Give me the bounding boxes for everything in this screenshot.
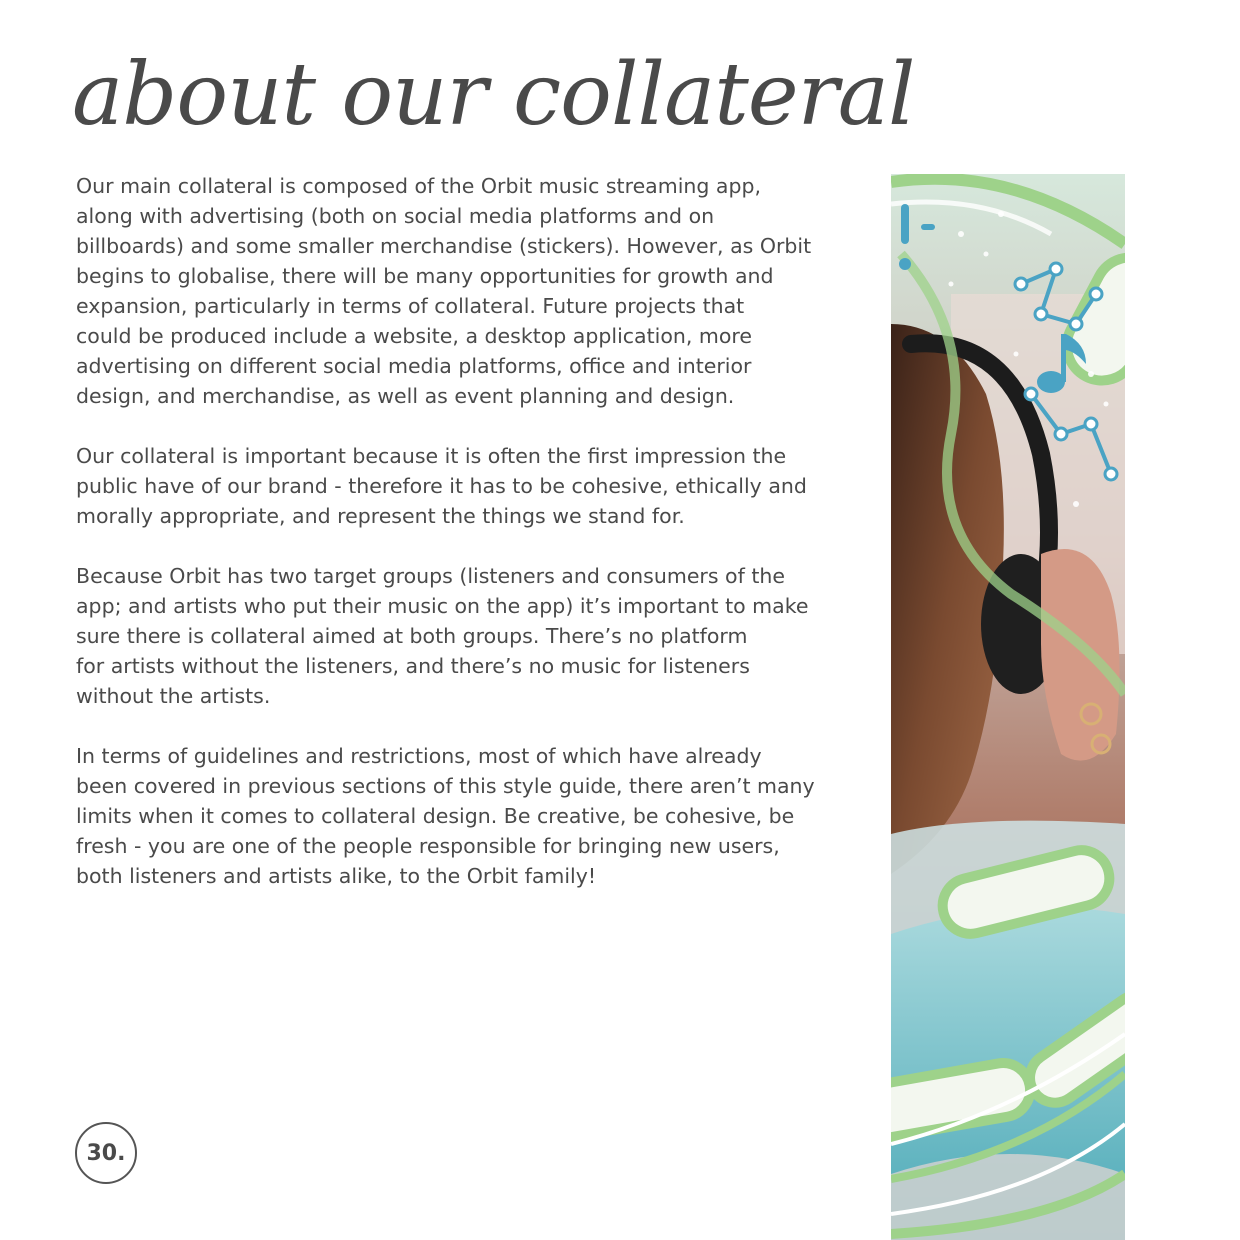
paragraph-intro: Our main collateral is composed of the Orbit music streaming app, along with advertising (both on social media platforms and on billboards) and some smaller merchandise (stickers). However, as Orbit begins to globalise, there will be many opportunities for growth and expansion, particularly in terms of collateral. Future projects that could be produced include a website, a desktop application, more advertising on different social media platforms, office and interior design, and merchandise, as well as event planning and design. (76, 174, 812, 408)
body-text (76, 171, 866, 921)
paragraph-target-groups: Because Orbit has two target groups (listeners and consumers of the app; and artists who put their music on the app) it’s important to make sure there is collateral aimed at both groups. There’s no platform for artists without the listeners, and there’s no music for listeners without the artists. (76, 564, 809, 708)
paragraph-guidelines: In terms of guidelines and restrictions, most of which have already been covered in previous sections of this style guide, there aren’t many limits when it comes to collateral design. Be creative, be cohesive, be fresh - you are one of the people responsible for bringing new users, both listeners and artists alike, to the Orbit family! (76, 744, 815, 888)
side-photo-collage (891, 174, 1125, 1240)
page-number: 30. (86, 1140, 126, 1166)
page-number-badge (75, 1122, 137, 1184)
page-title: about our collateral (72, 45, 915, 145)
paragraph-importance: Our collateral is important because it is often the first impression the public have of our brand - therefore it has to be cohesive, ethically and morally appropriate, and represent the things we stand for. (76, 444, 807, 528)
collage-artwork (891, 174, 1125, 1240)
